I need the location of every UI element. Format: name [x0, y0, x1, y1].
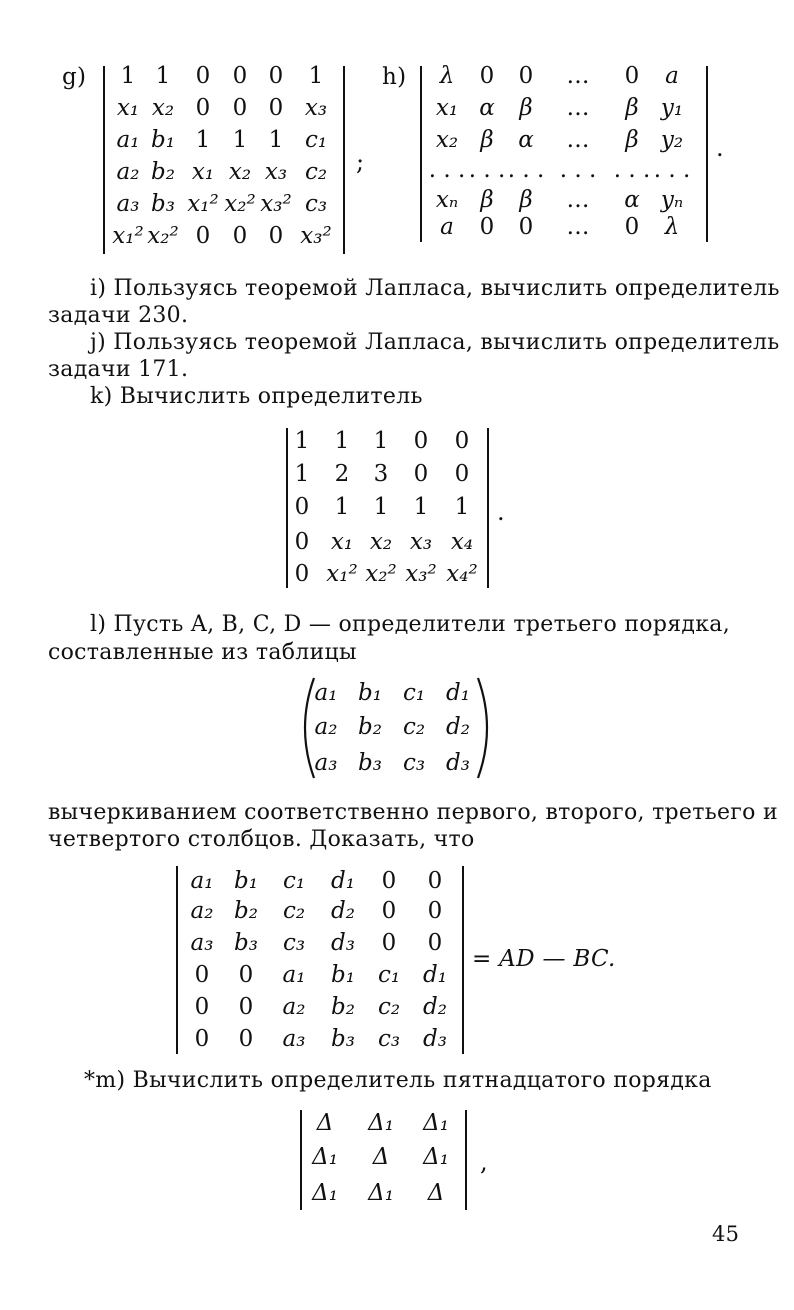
matrix-h-cell: … — [566, 127, 590, 153]
period-k: . — [497, 498, 505, 526]
matrix-g-cell: 0 — [268, 223, 284, 249]
matrix-k-cell: x₃² — [405, 561, 437, 587]
semicolon: ; — [356, 148, 365, 176]
matrix-l-cell: 0 — [381, 868, 397, 894]
table-l-cell: b₁ — [358, 680, 382, 706]
matrix-k-cell: x₄ — [450, 529, 474, 555]
matrix-g-cell: c₃ — [304, 191, 328, 217]
matrix-h-cell: 0 — [518, 63, 534, 89]
table-l-cell: a₃ — [314, 750, 338, 776]
matrix-h-cell: … — [566, 95, 590, 121]
table-l-cell: c₁ — [402, 680, 426, 706]
matrix-l-cell: b₁ — [331, 962, 355, 988]
matrix-g-cell: x₁² — [187, 191, 219, 217]
matrix-l-cell: a₂ — [190, 898, 214, 924]
matrix-k-cell: 1 — [413, 494, 429, 520]
matrix-g-cell: x₃² — [260, 191, 292, 217]
matrix-h-cell: β — [519, 187, 533, 213]
matrix-l-cell: a₁ — [282, 962, 306, 988]
matrix-l-cell: 0 — [194, 962, 210, 988]
matrix-k-cell: 1 — [334, 494, 350, 520]
matrix-g-cell: x₁ — [191, 159, 215, 185]
matrix-l-cell: 0 — [427, 868, 443, 894]
matrix-k-cell: 1 — [334, 428, 350, 454]
matrix-g-cell: a₂ — [116, 159, 140, 185]
paragraph-i-line1: i) Пользуясь теоремой Лапласа, вычислить определитель — [90, 276, 780, 301]
label-m: *m) Вычислить определитель пятнадцатого порядка — [84, 1068, 712, 1093]
matrix-k-cell: 0 — [294, 529, 310, 555]
matrix-h-cell: α — [518, 127, 534, 153]
matrix-g-cell: b₂ — [151, 159, 175, 185]
table-l-cell: d₃ — [446, 750, 470, 776]
matrix-g-cell: 0 — [195, 95, 211, 121]
equation-rhs: = AD — BC. — [472, 946, 616, 972]
matrix-k-cell: x₁ — [330, 529, 354, 555]
matrix-g-left-bar — [103, 66, 105, 254]
matrix-l-right-bar — [462, 866, 464, 1054]
paragraph-j-line1: j) Пользуясь теоремой Лапласа, вычислить определитель — [90, 330, 780, 355]
matrix-h-cell: 0 — [479, 63, 495, 89]
label-h: h) — [382, 64, 407, 90]
matrix-g-cell: x₁ — [116, 95, 140, 121]
matrix-h-cell: yₙ — [660, 187, 684, 213]
matrix-l-cell: 0 — [427, 898, 443, 924]
matrix-h-cell: . . . — [653, 157, 691, 183]
matrix-g-cell: 0 — [195, 63, 211, 89]
matrix-g-cell: 1 — [195, 127, 211, 153]
matrix-l-cell: 0 — [238, 1026, 254, 1052]
label-l-line1: l) Пусть A, B, C, D — определители третьего порядка, — [90, 612, 731, 637]
matrix-m-cell: Δ₁ — [312, 1180, 338, 1206]
matrix-l-cell: 0 — [381, 898, 397, 924]
matrix-l-cell: c₃ — [377, 1026, 401, 1052]
matrix-h-cell: . . . — [559, 157, 597, 183]
table-l-cell: b₃ — [358, 750, 382, 776]
matrix-k-cell: 1 — [454, 494, 470, 520]
matrix-h-cell: λ — [664, 214, 680, 240]
matrix-k-right-bar — [487, 428, 489, 588]
matrix-g-cell: 1 — [155, 63, 171, 89]
matrix-g-cell: x₂² — [224, 191, 256, 217]
matrix-l-cell: b₂ — [331, 994, 355, 1020]
matrix-l-cell: a₃ — [190, 930, 214, 956]
matrix-h-cell: y₂ — [660, 127, 684, 153]
matrix-l-cell: a₂ — [282, 994, 306, 1020]
matrix-m-cell: Δ — [316, 1110, 334, 1136]
table-l-cell: a₂ — [314, 714, 338, 740]
table-l-cell: a₁ — [314, 680, 338, 706]
matrix-l-cell: 0 — [238, 994, 254, 1020]
matrix-g-cell: 1 — [268, 127, 284, 153]
matrix-m-cell: Δ₁ — [368, 1110, 394, 1136]
matrix-h-cell: . . . — [613, 157, 651, 183]
matrix-l-cell: d₂ — [423, 994, 447, 1020]
matrix-k-cell: 0 — [454, 428, 470, 454]
matrix-g-cell: 0 — [232, 63, 248, 89]
matrix-g-cell: x₂ — [151, 95, 175, 121]
matrix-k-cell: 0 — [294, 561, 310, 587]
matrix-h-cell: a — [665, 63, 679, 89]
matrix-g-cell: x₁² — [112, 223, 144, 249]
matrix-g-cell: c₁ — [304, 127, 328, 153]
matrix-h-cell: 0 — [518, 214, 534, 240]
matrix-g-cell: a₁ — [116, 127, 140, 153]
matrix-h-cell: . . . — [507, 157, 545, 183]
matrix-h-cell: x₂ — [435, 127, 459, 153]
matrix-h-cell: 0 — [479, 214, 495, 240]
matrix-l-cell: b₁ — [234, 868, 258, 894]
matrix-h-cell: β — [625, 95, 639, 121]
matrix-k-cell: x₄² — [446, 561, 478, 587]
matrix-k-cell: 3 — [373, 461, 389, 487]
matrix-g-cell: b₃ — [151, 191, 175, 217]
matrix-g-right-bar — [343, 66, 345, 254]
matrix-m-right-bar — [465, 1110, 467, 1210]
matrix-m-cell: Δ — [427, 1180, 445, 1206]
matrix-g-cell: 0 — [268, 63, 284, 89]
matrix-l-cell: c₂ — [377, 994, 401, 1020]
matrix-l-cell: a₃ — [282, 1026, 306, 1052]
matrix-h-cell: x₁ — [435, 95, 459, 121]
matrix-l-cell: c₁ — [377, 962, 401, 988]
matrix-k-cell: 1 — [294, 461, 310, 487]
matrix-g-cell: 1 — [308, 63, 324, 89]
matrix-l-cell: 0 — [427, 930, 443, 956]
matrix-l-cell: 0 — [194, 994, 210, 1020]
matrix-g-cell: c₂ — [304, 159, 328, 185]
matrix-h-cell: 0 — [624, 63, 640, 89]
matrix-h-cell: β — [480, 187, 494, 213]
matrix-m-cell: Δ — [372, 1144, 390, 1170]
matrix-k-cell: x₁² — [326, 561, 358, 587]
matrix-k-cell: x₃ — [409, 529, 433, 555]
page-number: 45 — [712, 1222, 740, 1246]
matrix-m-cell: Δ₁ — [368, 1180, 394, 1206]
matrix-k-left-bar — [286, 428, 288, 588]
matrix-h-cell: … — [566, 214, 590, 240]
matrix-g-cell: b₁ — [151, 127, 175, 153]
matrix-l-cell: b₃ — [234, 930, 258, 956]
matrix-l-cell: c₃ — [282, 930, 306, 956]
matrix-k-cell: 2 — [334, 461, 350, 487]
label-g: g) — [62, 64, 87, 90]
label-k: k) Вычислить определитель — [90, 384, 423, 409]
matrix-l-cell: b₂ — [234, 898, 258, 924]
matrix-g-cell: 1 — [120, 63, 136, 89]
matrix-m-cell: Δ₁ — [423, 1110, 449, 1136]
paragraph-i-line2: задачи 230. — [48, 303, 189, 328]
matrix-g-cell: x₃ — [304, 95, 328, 121]
matrix-h-cell: xₙ — [435, 187, 459, 213]
matrix-l-cell: c₁ — [282, 868, 306, 894]
matrix-g-cell: 0 — [268, 95, 284, 121]
matrix-l-cell: d₃ — [331, 930, 355, 956]
matrix-l-cell: b₃ — [331, 1026, 355, 1052]
comma-m: , — [480, 1148, 488, 1176]
table-l-cell: d₂ — [446, 714, 470, 740]
matrix-h-cell: λ — [439, 63, 455, 89]
matrix-h-cell: α — [479, 95, 495, 121]
matrix-l-cell: d₃ — [423, 1026, 447, 1052]
matrix-l-cell: d₁ — [423, 962, 447, 988]
matrix-g-cell: x₃² — [300, 223, 332, 249]
matrix-k-cell: 1 — [373, 494, 389, 520]
matrix-h-right-bar — [706, 66, 708, 242]
table-l-cell: b₂ — [358, 714, 382, 740]
label-l-line2: составленные из таблицы — [48, 640, 357, 665]
matrix-g-cell: x₂ — [228, 159, 252, 185]
matrix-h-cell: . . . — [428, 157, 466, 183]
matrix-k-cell: x₂ — [369, 529, 393, 555]
matrix-k-cell: 1 — [294, 428, 310, 454]
matrix-h-cell: … — [566, 187, 590, 213]
matrix-m-cell: Δ₁ — [312, 1144, 338, 1170]
matrix-l-cell: d₁ — [331, 868, 355, 894]
matrix-k-cell: 0 — [454, 461, 470, 487]
matrix-l-cell: 0 — [381, 930, 397, 956]
table-l-cell: c₃ — [402, 750, 426, 776]
matrix-k-cell: 0 — [413, 461, 429, 487]
matrix-g-cell: x₂² — [147, 223, 179, 249]
matrix-h-cell: y₁ — [660, 95, 684, 121]
matrix-h-cell: . . . — [468, 157, 506, 183]
matrix-l-cell: 0 — [194, 1026, 210, 1052]
matrix-h-cell: 0 — [624, 214, 640, 240]
matrix-g-cell: 0 — [195, 223, 211, 249]
matrix-k-cell: 0 — [413, 428, 429, 454]
matrix-h-cell: a — [440, 214, 454, 240]
table-l-right-paren — [474, 676, 498, 780]
matrix-g-cell: 0 — [232, 95, 248, 121]
matrix-l-cell: c₂ — [282, 898, 306, 924]
matrix-l-left-bar — [176, 866, 178, 1054]
table-l-cell: c₂ — [402, 714, 426, 740]
matrix-h-cell: β — [625, 127, 639, 153]
table-l-cell: d₁ — [446, 680, 470, 706]
matrix-h-cell: … — [566, 63, 590, 89]
matrix-h-cell: β — [519, 95, 533, 121]
matrix-l-cell: 0 — [238, 962, 254, 988]
matrix-k-cell: 1 — [373, 428, 389, 454]
label-l-line3: вычеркиванием соответственно первого, второго, третьего и — [48, 800, 778, 825]
matrix-h-cell: α — [624, 187, 640, 213]
matrix-h-left-bar — [420, 66, 422, 242]
matrix-h-cell: β — [480, 127, 494, 153]
matrix-k-cell: 0 — [294, 494, 310, 520]
period-h: . — [716, 134, 724, 162]
matrix-l-cell: d₂ — [331, 898, 355, 924]
matrix-g-cell: a₃ — [116, 191, 140, 217]
matrix-g-cell: x₃ — [264, 159, 288, 185]
matrix-m-cell: Δ₁ — [423, 1144, 449, 1170]
matrix-g-cell: 0 — [232, 223, 248, 249]
matrix-l-cell: a₁ — [190, 868, 214, 894]
label-l-line4: четвертого столбцов. Доказать, что — [48, 827, 475, 852]
paragraph-j-line2: задачи 171. — [48, 357, 189, 382]
matrix-m-left-bar — [300, 1110, 302, 1210]
matrix-g-cell: 1 — [232, 127, 248, 153]
matrix-k-cell: x₂² — [365, 561, 397, 587]
